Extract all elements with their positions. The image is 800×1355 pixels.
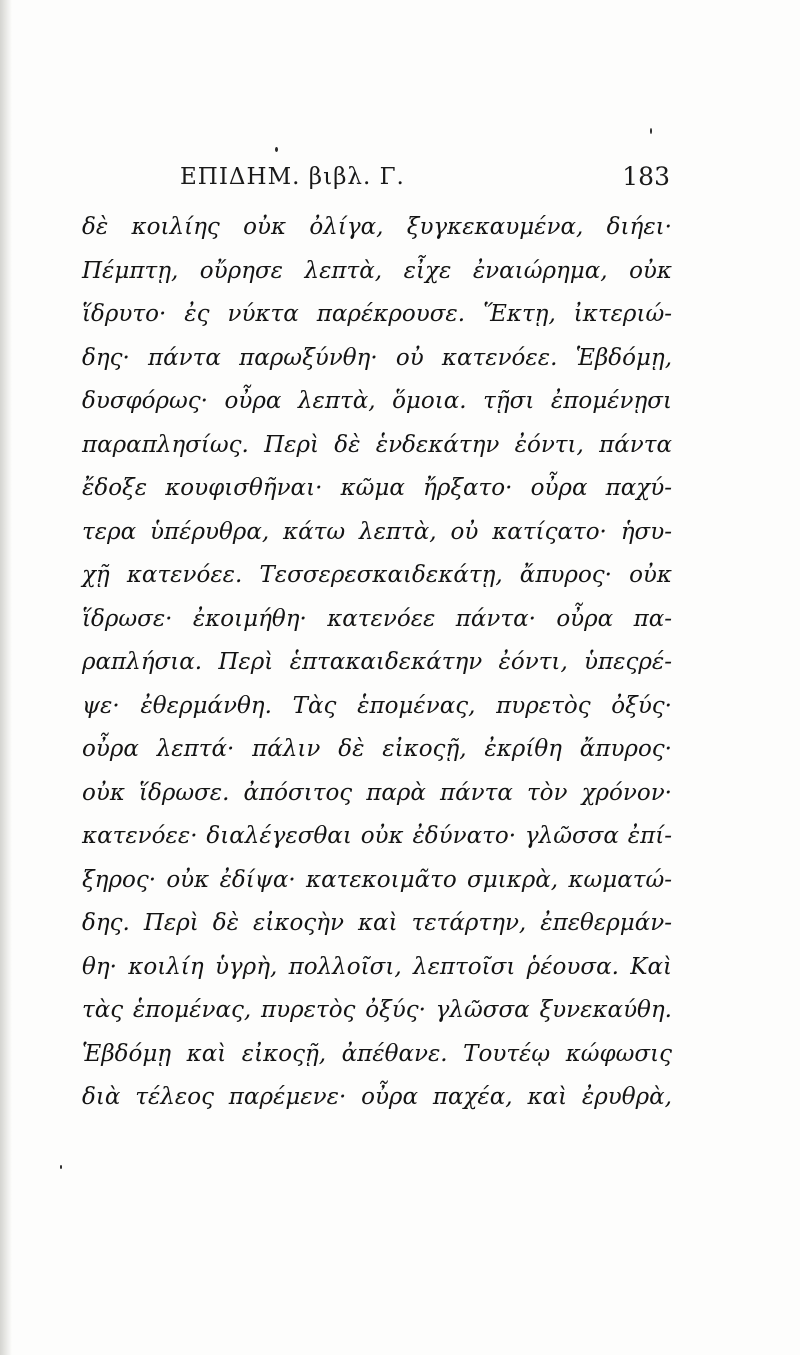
text-line: ξηρος· οὐκ ἐδίψα· κατεκοιμᾶτο σμικρὰ, κωματώ-: [82, 866, 672, 893]
text-line: διὰ τέλεος παρέμενε· οὖρα παχέα, καὶ ἐρυθρὰ,: [82, 1084, 672, 1110]
text-line: θη· κοιλίη ὑγρὴ, πολλοῖσι, λεπτοῖσι ῥέουσα. Καὶ: [82, 953, 672, 980]
text-line: δης· πάντα παρωξύνθη· οὐ κατενόεε. Ἑβδόμῃ,: [82, 344, 672, 371]
page-header: [180, 160, 670, 200]
page-gutter-shadow: [0, 0, 12, 1355]
text-line: ραπλήσια. Περὶ ἑπτακαιδεκάτην ἐόντι, ὑπεςρέ-: [82, 649, 672, 675]
text-line: ἵδρυτο· ἐς νύκτα παρέκρουσε. Ἕκτῃ, ἰκτεριώ-: [82, 301, 672, 327]
page-number: 183: [622, 162, 670, 191]
text-line: δυσφόρως· οὖρα λεπτὰ, ὅμοια. τῇσι ἐπομένῃσι: [82, 388, 672, 414]
body-text: [82, 206, 672, 1120]
text-line: ψε· ἐθερμάνθη. Τὰς ἑπομένας, πυρετὸς ὀξύς·: [82, 692, 672, 719]
text-line: τερα ὑπέρυθρα, κάτω λεπτὰ, οὐ κατίςατο· ἡσυ-: [82, 518, 672, 545]
text-line: ἵδρωσε· ἐκοιμήθη· κατενόεε πάντα· οὖρα πα-: [82, 605, 672, 632]
text-line: δης. Περὶ δὲ εἰκοςὴν καὶ τετάρτην, ἐπεθερμάν-: [82, 910, 672, 936]
text-line: Πέμπτῃ, οὔρησε λεπτὰ, εἶχε ἐναιώρημα, οὐκ: [82, 257, 672, 284]
running-head: ΕΠΙΔΗΜ. βιβλ. Γ.: [180, 164, 405, 190]
text-line: δὲ κοιλίης οὐκ ὀλίγα, ξυγκεκαυμένα, διήει·: [82, 214, 672, 240]
text-line: οὖρα λεπτά· πάλιν δὲ εἰκοςῇ, ἐκρίθη ἄπυρος·: [82, 736, 672, 762]
text-line: χῇ κατενόεε. Τεσσερεσκαιδεκάτῃ, ἄπυρος· οὐκ: [82, 562, 672, 588]
text-line: παραπλησίως. Περὶ δὲ ἑνδεκάτην ἐόντι, πάντα: [82, 431, 672, 458]
text-line: οὐκ ἵδρωσε. ἀπόσιτος παρὰ πάντα τὸν χρόνον·: [82, 779, 672, 806]
text-line: τὰς ἑπομένας, πυρετὸς ὀξύς· γλῶσσα ξυνεκαύθη.: [82, 997, 672, 1023]
ink-speck: [650, 128, 652, 134]
text-line: κατενόεε· διαλέγεσθαι οὐκ ἐδύνατο· γλῶσσα ἐπί-: [82, 823, 672, 849]
text-line: ἔδοξε κουφισθῆναι· κῶμα ἤρξατο· οὖρα παχύ-: [82, 475, 672, 501]
ink-speck: [275, 147, 278, 152]
ink-speck: [60, 1165, 62, 1169]
text-line: Ἑβδόμῃ καὶ εἰκοςῇ, ἀπέθανε. Τουτέῳ κώφωσις: [82, 1040, 672, 1067]
